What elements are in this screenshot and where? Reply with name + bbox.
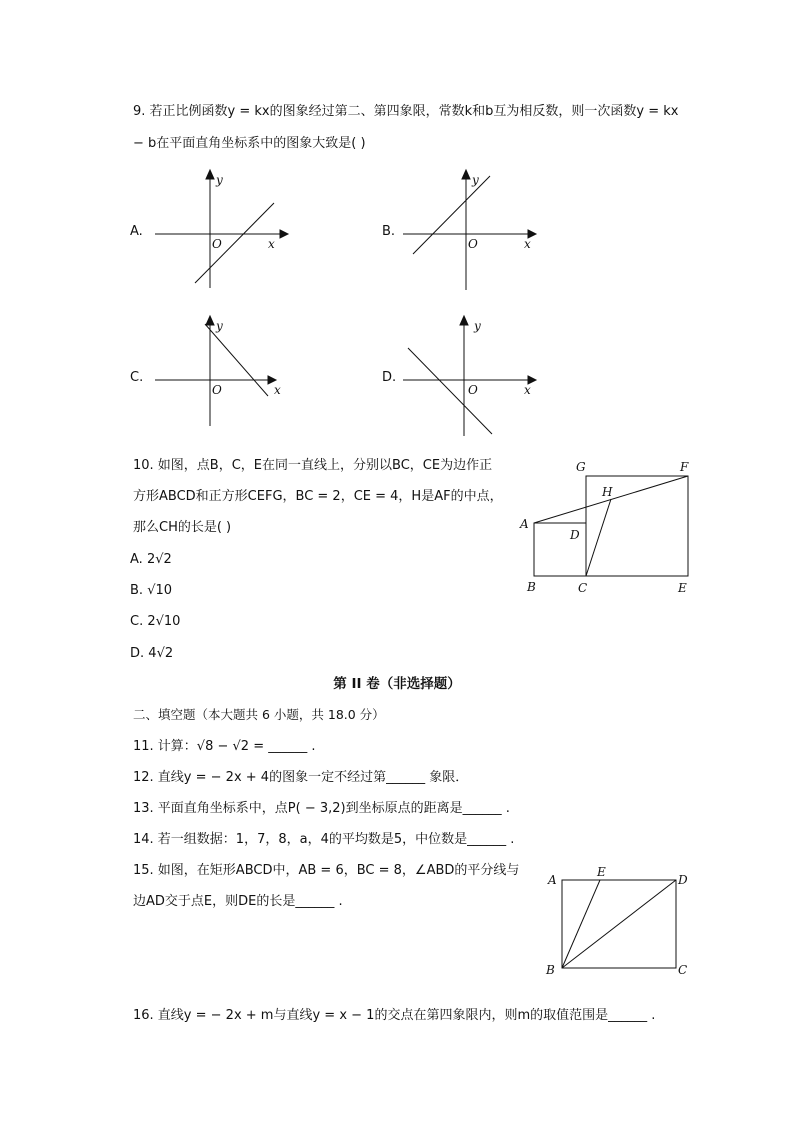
q15-line1: 15. 如图，在矩形ABCD中，AB = 6，BC = 8，∠ABD的平分线与	[133, 863, 520, 878]
q9-graph-c	[150, 316, 290, 441]
q16: 16. 直线y = − 2x + m与直线y = x − 1的交点在第四象限内，则m的取值范围是______ .	[133, 1008, 656, 1023]
q10-label-g: G	[576, 460, 586, 474]
q11: 11. 计算：√8 − √2 = ______ .	[133, 739, 316, 754]
q9-b-origin-label: O	[468, 237, 478, 251]
q9-option-c-label: C.	[130, 370, 144, 385]
q10-figure	[512, 456, 702, 601]
q9-line1: 9. 若正比例函数y = kx的图象经过第二、第四象限，常数k和b互为相反数，则一次函数y = kx	[133, 104, 679, 119]
q9-a-x-label: x	[268, 237, 275, 251]
section-2-title: 第 II 卷（非选择题）	[333, 676, 461, 692]
q14: 14. 若一组数据：1，7，8，a，4的平均数是5，中位数是______ .	[133, 832, 515, 847]
q10-label-c: C	[578, 581, 588, 595]
q15-line2: 边AD交于点E，则DE的长是______ .	[133, 894, 343, 909]
q12: 12. 直线y = − 2x + 4的图象一定不经过第______ 象限．	[133, 770, 469, 785]
q9-option-a-label: A.	[130, 224, 143, 239]
q9-b-x-label: x	[524, 237, 531, 251]
q13: 13. 平面直角坐标系中，点P( − 3,2)到坐标原点的距离是______ .	[133, 801, 510, 816]
q10-label-f: F	[680, 460, 689, 474]
q10-option-c	[130, 612, 180, 632]
q10-label-a: A	[520, 517, 529, 531]
q10-line2: 方形ABCD和正方形CEFG，BC = 2，CE = 4，H是AF的中点，	[133, 489, 503, 504]
q15-label-a: A	[548, 873, 557, 887]
q9-line2: − b在平面直角坐标系中的图象大致是( )	[133, 136, 366, 151]
q10-option-a	[130, 550, 172, 570]
q9-d-y-label: y	[474, 319, 481, 333]
section-2-subtitle: 二、填空题（本大题共 6 小题，共 18.0 分）	[133, 707, 385, 722]
q9-graph-a	[150, 170, 290, 295]
q10-option-c-value: 2√10	[147, 614, 181, 629]
q10-option-d-letter: D.	[130, 646, 145, 661]
q9-a-y-label: y	[216, 173, 223, 187]
q9-graph-b	[398, 170, 538, 295]
q10-option-b-value: √10	[147, 583, 173, 598]
q15-label-e: E	[597, 865, 606, 879]
q15-label-b: B	[546, 963, 555, 977]
q9-a-origin-label: O	[212, 237, 222, 251]
q15-label-d: D	[678, 873, 688, 887]
q10-option-b	[130, 581, 172, 601]
q9-b-y-label: y	[472, 173, 479, 187]
q9-d-origin-label: O	[468, 383, 478, 397]
q9-c-y-label: y	[216, 319, 223, 333]
q10-label-d: D	[570, 528, 580, 542]
q10-label-b: B	[527, 580, 536, 594]
q10-option-d-value: 4√2	[148, 646, 174, 661]
q10-label-e: E	[678, 581, 687, 595]
q10-option-b-letter: B.	[130, 583, 144, 598]
q9-d-x-label: x	[524, 383, 531, 397]
q9-c-origin-label: O	[212, 383, 222, 397]
q10-option-a-value: 2√2	[146, 552, 172, 567]
q9-graph-d	[398, 316, 538, 441]
q9-option-d-label: D.	[382, 370, 397, 385]
q10-line3: 那么CH的长是( )	[133, 520, 232, 535]
q10-option-a-letter: A.	[130, 552, 143, 567]
q10-option-c-letter: C.	[130, 614, 144, 629]
q15-figure	[540, 866, 700, 981]
q10-label-h: H	[602, 485, 613, 499]
q9-c-x-label: x	[274, 383, 281, 397]
q9-option-b-label: B.	[382, 224, 396, 239]
q10-option-d	[130, 644, 173, 664]
q15-label-c: C	[678, 963, 688, 977]
q10-line1: 10. 如图，点B，C，E在同一直线上，分别以BC，CE为边作正	[133, 458, 493, 473]
